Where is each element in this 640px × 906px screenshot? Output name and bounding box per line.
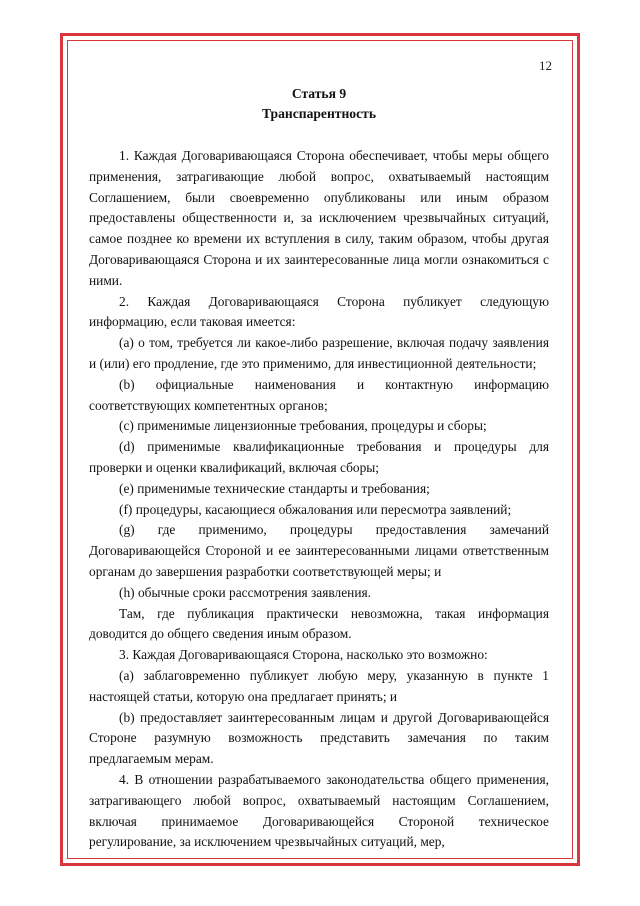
article-title: Транспарентность — [261, 106, 377, 121]
page-number: 12 — [539, 58, 552, 73]
document-body — [89, 84, 549, 853]
paragraph-4: 4. В отношении разрабатываемого законодательства общего применения, затрагивающего любой вопрос, охватываемый настоящим Соглашением, включая принимаемое Договаривающейся Стороной техническое регулирование, за исключением чрезвычайных ситуаций, мер, — [89, 771, 549, 850]
item-3b: (b) предоставляет заинтересованным лицам и другой Договаривающейся Стороне разумную возможность представить замечания по таким предлагаемым мерам. — [89, 709, 549, 767]
item-2a: (a) о том, требуется ли какое-либо разрешение, включая подачу заявления и (или) его продление, где это применимо, для инвестиционной деятельности; — [89, 335, 549, 371]
item-3a: (a) заблаговременно публикует любую меру, указанную в пункте 1 настоящей статьи, которую она предлагает принять; и — [89, 667, 549, 704]
item-2g: (g) где применимо, процедуры предоставления замечаний Договаривающейся Стороной и ее заинтересованными лицами ответственным органам до завершения разработки соответствующей меры; и — [89, 522, 549, 579]
item-2c: (c) применимые лицензионные требования, процедуры и сборы; — [119, 418, 487, 434]
article-number: Статья 9 — [291, 86, 347, 101]
paragraph-1: 1. Каждая Договаривающаяся Сторона обеспечивает, чтобы меры общего применения, затрагивающие любой вопрос, охватываемый настоящим Соглашением, были своевременно опубликованы или иным образом предоставлены общественности и, за исключением чрезвычайных ситуаций, самое позднее ко времени их вступления в силу, таким образом, чтобы другая Договаривающаяся Сторона и их заинтересованные лица могли ознакомиться с ними. — [89, 148, 549, 288]
item-2f: (f) процедуры, касающиеся обжалования или пересмотра заявлений; — [119, 501, 512, 517]
paragraph-3: 3. Каждая Договаривающаяся Сторона, насколько это возможно: — [119, 647, 488, 663]
item-2e: (e) применимые технические стандарты и требования; — [119, 480, 430, 496]
paragraph-2-note: Там, где публикация практически невозможна, такая информация доводится до общего сведения иным образом. — [89, 605, 549, 642]
paragraph-2: 2. Каждая Договаривающаяся Сторона публикует следующую информацию, если таковая имеется: — [89, 293, 549, 330]
item-2d: (d) применимые квалификационные требования и процедуры для проверки и оценки квалификаций, включая сборы; — [89, 439, 549, 475]
item-2h: (h) обычные сроки рассмотрения заявления. — [119, 584, 372, 600]
item-2b: (b) официальные наименования и контактную информацию соответствующих компетентных органов; — [89, 376, 549, 413]
